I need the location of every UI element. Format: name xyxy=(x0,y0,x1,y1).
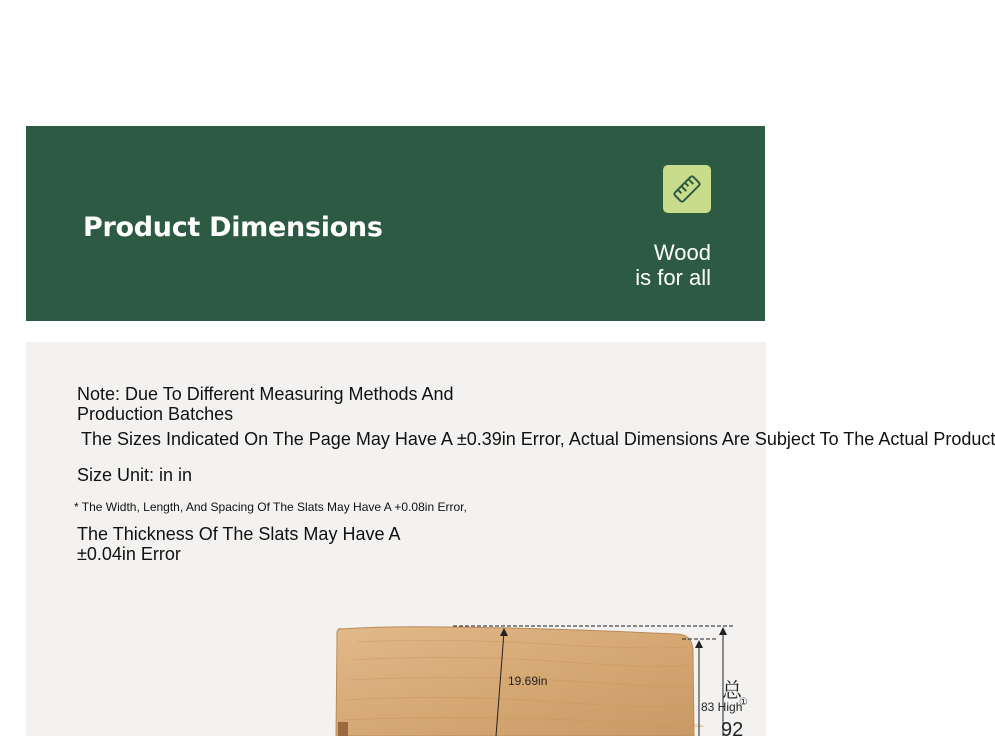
size-unit-label: Size Unit: in in xyxy=(77,465,193,485)
error-note: The Sizes Indicated On The Page May Have A ±0.39in Error, Actual Dimensions Are Subject To The Actual Product xyxy=(81,429,995,449)
ruler-icon xyxy=(663,165,711,213)
arrow-head xyxy=(719,627,727,635)
arrow-head xyxy=(695,640,703,648)
slats-error-note: * The Width, Length, And Spacing Of The Slats May Have A +0.08in Error, xyxy=(74,500,467,514)
circled-marker: ① xyxy=(739,697,748,708)
total-value: 92 xyxy=(721,719,744,736)
page-title: Product Dimensions xyxy=(83,212,383,243)
high-label: 83 High xyxy=(701,700,743,714)
measurement-note: Note: Due To Different Measuring Methods And Production Batches xyxy=(77,384,454,424)
tagline-line-2: is for all xyxy=(635,265,711,290)
dimensions-panel xyxy=(26,342,995,736)
headboard-height-label: 19.69in xyxy=(508,674,548,688)
total-label: 总 xyxy=(722,678,742,702)
brand-tagline xyxy=(635,240,711,290)
dimensions-banner xyxy=(26,126,765,321)
tagline-line-1: Wood xyxy=(653,240,711,265)
bed-leg xyxy=(338,722,348,736)
bed-diagram xyxy=(26,342,766,736)
thickness-note: The Thickness Of The Slats May Have A ±0.04in Error xyxy=(77,524,400,564)
